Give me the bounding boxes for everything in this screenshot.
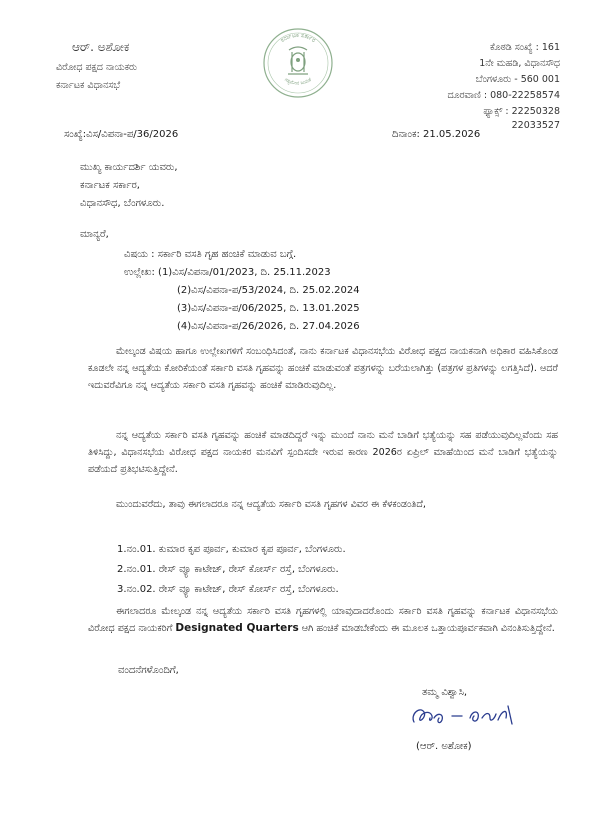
seal-text-bottom: ಸತ್ಯಮೇವ ಜಯತೆ	[283, 76, 313, 87]
handwritten-signature	[408, 698, 526, 732]
designated-quarters-text: Designated Quarters	[175, 622, 299, 634]
signoff-line: ತಮ್ಮ ವಿಶ್ವಾಸಿ,	[422, 687, 468, 698]
recipient-line-1: ಮುಖ್ಯ ಕಾರ್ಯದರ್ಶಿ ಯವರು,	[80, 162, 178, 173]
regards-line: ವಂದನೆಗಳೊಂದಿಗೆ,	[118, 665, 179, 676]
signatory-name: (ಆರ್. ಅಶೋಕ)	[416, 741, 472, 752]
office-floor: 1ನೇ ಮಹಡಿ, ವಿಧಾನಸೌಧ	[479, 58, 560, 69]
letterhead-institution: ಕರ್ನಾಟಕ ವಿಧಾನಸಭೆ	[56, 80, 121, 91]
svg-text:ಸತ್ಯಮೇವ ಜಯತೆ	[283, 76, 313, 86]
closing-paragraph-part-1: ಈಗಲಾದರೂ ಮೇಲ್ಕಂಡ ನನ್ನ ಆದ್ಯತೆಯ ಸರ್ಕಾರಿ ವಸತಿ ಗೃಹಗಳಲ್ಲಿ ಯಾವುದಾದರೊಂದು ಸರ್ಕಾರಿ ವಸತಿ ಗೃಹವನ್ನು ಕರ್ನಾಟಕ ವಿಧಾನಸಭೆಯ ವಿರೋಧ ಪಕ್ಷದ ನಾಯಕರಿಗೆ	[88, 606, 558, 634]
reference-number: ಸಂಖ್ಯೆ:ವಿಸ/ವಿಪನಾ-ಪ/36/2026	[64, 129, 179, 140]
office-phone: ದೂರವಾಣಿ : 080-22258574	[447, 90, 560, 101]
closing-paragraph	[88, 603, 558, 637]
reference-item-2: (2)ವಿಸ/ವಿಪನಾ-ಪ/53/2024, ದಿ. 25.02.2024	[177, 285, 360, 296]
seal-text-top: ಕರ್ನಾಟಕ ಸರ್ಕಾರ	[279, 31, 317, 45]
closing-paragraph-part-2: ಆಗಿ ಹಂಚಿಕೆ ಮಾಡಬೇಕೆಂದು ಈ ಮೂಲಕ ಒತ್ತಾಯಪೂರ್ವಕವಾಗಿ ವಿನಂತಿಸುತ್ತಿದ್ದೇನೆ.	[298, 623, 555, 634]
letterhead-name: ಆರ್. ಅಶೋಕ	[72, 40, 130, 54]
svg-text:ಕರ್ನಾಟಕ ಸರ್ಕಾರ	[279, 32, 317, 44]
office-room: ಕೊಠಡಿ ಸಂಖ್ಯೆ : 161	[490, 42, 560, 53]
recipient-line-3: ವಿಧಾನಸೌಧ, ಬೆಂಗಳೂರು.	[80, 198, 165, 209]
body-paragraph-2: ನನ್ನ ಆದ್ಯತೆಯ ಸರ್ಕಾರಿ ವಸತಿ ಗೃಹವನ್ನು ಹಂಚಿಕೆ ಮಾಡದಿದ್ದರೆ ಇನ್ನು ಮುಂದೆ ನಾನು ಮನೆ ಬಾಡಿಗೆ ಭತ್ಯೆಯನ್ನು ಸಹ ಪಡೆಯುವುದಿಲ್ಲವೆಂದು ಸಹ ತಿಳಿಸಿದ್ದು, ವಿಧಾನಸಭೆಯ ವಿರೋಧ ಪಕ್ಷದ ನಾಯಕರ ಮನವಿಗೆ ಸ್ಪಂದಿಸದೇ ಇರುವ ಕಾರಣ 2026ರ ಏಪ್ರಿಲ್ ಮಾಹೆಯಿಂದ ಮನೆ ಬಾಡಿಗೆ ಭತ್ಯೆಯನ್ನು ಪಡೆಯದೆ ಪ್ರತಿಭಟಿಸುತ್ತಿದ್ದೇನೆ.	[88, 430, 558, 475]
office-fax: ಫ್ಯಾಕ್ಸ್ : 22250328	[483, 106, 560, 117]
reference-item-1: ಉಲ್ಲೇಖ: (1)ವಿಸ/ವಿಪನಾ/01/2023, ದಿ. 25.11.2023	[124, 267, 331, 278]
state-emblem-seal	[262, 26, 334, 100]
reference-item-4: (4)ವಿಸ/ವಿಪನಾ-ಪ/26/2026, ದಿ. 27.04.2026	[177, 321, 360, 332]
quarter-option-2: 2.ನಂ.01. ರೇಸ್ ವ್ಯೂ ಕಾಟೇಜ್, ರೇಸ್ ಕೋರ್ಸ್ ರಸ್ತೆ, ಬೆಂಗಳೂರು.	[117, 564, 339, 575]
letterhead-designation: ವಿರೋಧ ಪಕ್ಷದ ನಾಯಕರು	[56, 62, 138, 73]
office-fax-2: 22033527	[511, 120, 560, 131]
subject-line: ವಿಷಯ : ಸರ್ಕಾರಿ ವಸತಿ ಗೃಹ ಹಂಚಿಕೆ ಮಾಡುವ ಬಗ್ಗೆ.	[124, 249, 297, 260]
letter-date: ದಿನಾಂಕ: 21.05.2026	[392, 129, 481, 140]
quarter-option-1: 1.ನಂ.01. ಕುಮಾರ ಕೃಪ ಪೂರ್ವ, ಕುಮಾರ ಕೃಪ ಪೂರ್ವ, ಬೆಂಗಳೂರು.	[117, 544, 346, 555]
body-paragraph-1: ಮೇಲ್ಕಂಡ ವಿಷಯ ಹಾಗೂ ಉಲ್ಲೇಖಗಳಿಗೆ ಸಂಬಂಧಿಸಿದಂತೆ, ನಾನು ಕರ್ನಾಟಕ ವಿಧಾನಸಭೆಯ ವಿರೋಧ ಪಕ್ಷದ ನಾಯಕನಾಗಿ ಅಧಿಕಾರ ವಹಿಸಿಕೊಂಡ ಕೂಡಲೇ ನನ್ನ ಆದ್ಯತೆಯ ಕೋರಿಕೆಯಂತೆ ಸರ್ಕಾರಿ ವಸತಿ ಗೃಹವನ್ನು ಹಂಚಿಕೆ ಮಾಡುವಂತೆ ಪತ್ರಗಳನ್ನು ಬರೆಯಲಾಗಿತ್ತು (ಪತ್ರಗಳ ಪ್ರತಿಗಳನ್ನು ಲಗತ್ತಿಸಿದೆ). ಆದರೆ ಇದುವರೆವಿಗೂ ನನ್ನ ಆದ್ಯತೆಯ ಸರ್ಕಾರಿ ವಸತಿ ಗೃಹವನ್ನು ಹಂಚಿಕೆ ಮಾಡಿರುವುದಿಲ್ಲ.	[88, 346, 558, 391]
salutation: ಮಾನ್ಯರೆ,	[80, 229, 109, 240]
recipient-line-2: ಕರ್ನಾಟಕ ಸರ್ಕಾರ,	[80, 180, 140, 191]
office-city: ಬೆಂಗಳೂರು - 560 001	[475, 74, 560, 85]
quarter-option-3: 3.ನಂ.02. ರೇಸ್ ವ್ಯೂ ಕಾಟೇಜ್, ರೇಸ್ ಕೋರ್ಸ್ ರಸ್ತೆ, ಬೆಂಗಳೂರು.	[117, 584, 339, 595]
body-paragraph-3: ಮುಂದುವರೆದು, ತಾವು ಈಗಲಾದರೂ ನನ್ನ ಆದ್ಯತೆಯ ಸರ್ಕಾರಿ ವಸತಿ ಗೃಹಗಳ ವಿವರ ಈ ಕೆಳಕಂಡಂತಿದೆ,	[116, 499, 426, 510]
reference-item-3: (3)ವಿಸ/ವಿಪನಾ-ಪ/06/2025, ದಿ. 13.01.2025	[177, 303, 360, 314]
